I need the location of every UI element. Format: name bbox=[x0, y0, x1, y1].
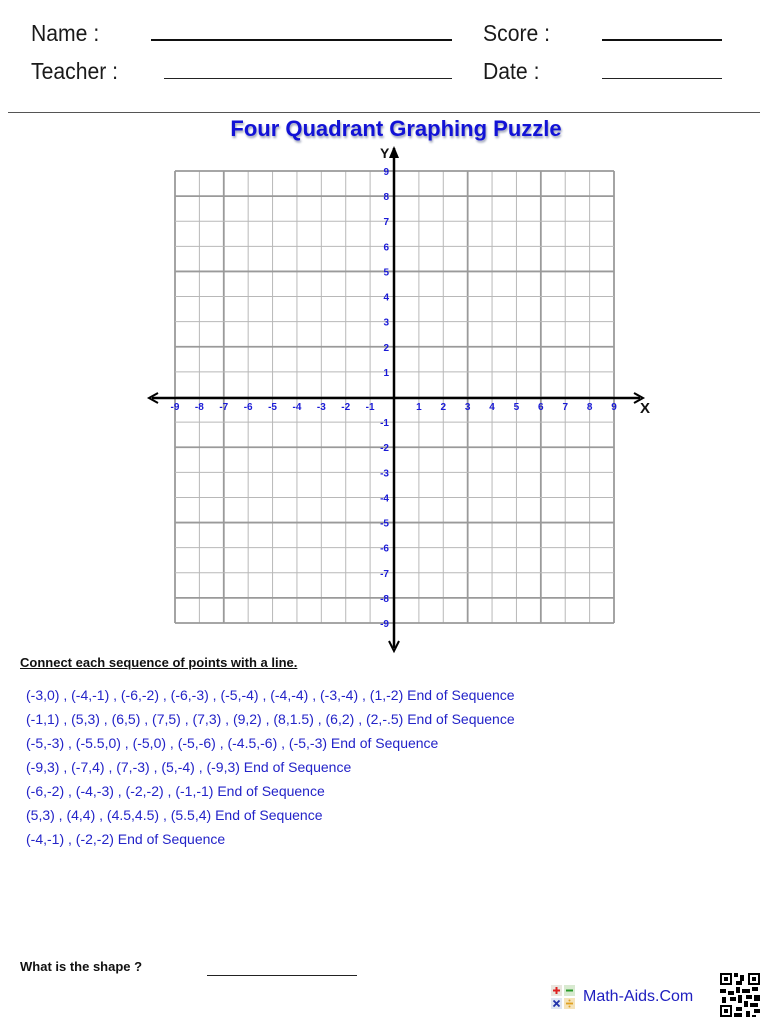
x-tick-label: 7 bbox=[562, 402, 569, 413]
date-label: Date : bbox=[483, 58, 540, 84]
teacher-label: Teacher : bbox=[31, 58, 119, 84]
qr-code-icon bbox=[720, 973, 760, 1017]
x-tick-label: -6 bbox=[243, 402, 253, 413]
brand-link[interactable]: Math-Aids.Com bbox=[583, 988, 694, 1005]
y-tick-label: -9 bbox=[380, 619, 389, 630]
y-tick-label: -4 bbox=[380, 493, 389, 505]
math-operators-icon bbox=[551, 985, 575, 1009]
sequence-4: (-9,3) , (-7,4) , (7,-3) , (5,-4) , (-9,3) End of Sequence bbox=[26, 759, 352, 775]
y-tick-label: -2 bbox=[380, 443, 389, 455]
x-tick-label: -1 bbox=[365, 402, 375, 413]
y-axis-label: Y bbox=[380, 145, 390, 161]
sequence-7: (-4,-1) , (-2,-2) End of Sequence bbox=[26, 831, 226, 847]
y-tick-label: 7 bbox=[383, 217, 389, 229]
page-title: Four Quadrant Graphing Puzzle bbox=[230, 116, 562, 141]
sequence-1: (-3,0) , (-4,-1) , (-6,-2) , (-6,-3) , (-5,-4) , (-4,-4) , (-3,-4) , (1,-2) End of Sequence bbox=[26, 687, 515, 703]
x-tick-label: -4 bbox=[292, 402, 302, 413]
x-tick-label: 6 bbox=[538, 402, 544, 413]
x-tick-label: 3 bbox=[464, 402, 471, 413]
y-tick-label: -7 bbox=[380, 568, 389, 580]
name-label: Name : bbox=[31, 20, 100, 46]
y-tick-label: 1 bbox=[383, 367, 389, 379]
y-tick-label: 2 bbox=[383, 342, 389, 354]
sequence-3: (-5,-3) , (-5.5,0) , (-5,0) , (-5,-6) , (-4.5,-6) , (-5,-3) End of Sequence bbox=[26, 735, 439, 751]
sequence-6: (5,3) , (4,4) , (4.5,4.5) , (5.5,4) End of Sequence bbox=[26, 807, 323, 823]
x-tick-label: -2 bbox=[341, 402, 351, 413]
y-tick-label: 5 bbox=[383, 267, 389, 279]
shape-question-label: What is the shape ? bbox=[20, 959, 143, 974]
y-tick-label: -1 bbox=[380, 418, 389, 430]
x-tick-label: -8 bbox=[194, 402, 204, 413]
y-axis-up-arrow-icon bbox=[389, 146, 399, 158]
y-tick-label: -6 bbox=[380, 543, 389, 555]
y-tick-label: 4 bbox=[383, 292, 389, 304]
score-label: Score : bbox=[483, 20, 551, 46]
sequence-2: (-1,1) , (5,3) , (6,5) , (7,5) , (7,3) , (9,2) , (8,1.5) , (6,2) , (2,-.5) End of Sequence bbox=[26, 711, 515, 727]
y-tick-label: 6 bbox=[383, 242, 389, 254]
x-axis-label: X bbox=[640, 400, 651, 417]
x-tick-label: -9 bbox=[170, 402, 180, 413]
x-tick-label: 1 bbox=[416, 402, 422, 413]
y-tick-label: -8 bbox=[380, 593, 389, 605]
y-tick-label: -5 bbox=[380, 518, 389, 530]
shape-answer-field[interactable] bbox=[207, 975, 357, 976]
y-tick-label: 3 bbox=[383, 317, 389, 329]
x-tick-label: 9 bbox=[611, 402, 617, 413]
sequence-5: (-6,-2) , (-4,-3) , (-2,-2) , (-1,-1) End of Sequence bbox=[26, 783, 325, 799]
y-tick-label: 9 bbox=[383, 167, 389, 178]
x-tick-label: -3 bbox=[316, 402, 326, 413]
x-tick-label: -5 bbox=[268, 402, 278, 413]
x-tick-label: 5 bbox=[513, 402, 520, 413]
x-tick-label: 2 bbox=[440, 402, 447, 413]
y-tick-label: -3 bbox=[380, 468, 389, 480]
x-tick-label: -7 bbox=[219, 402, 229, 413]
instructions-heading: Connect each sequence of points with a line. bbox=[20, 655, 298, 670]
y-tick-label: 8 bbox=[383, 192, 389, 204]
x-tick-label: 8 bbox=[586, 402, 593, 413]
x-tick-label: 4 bbox=[489, 402, 495, 413]
